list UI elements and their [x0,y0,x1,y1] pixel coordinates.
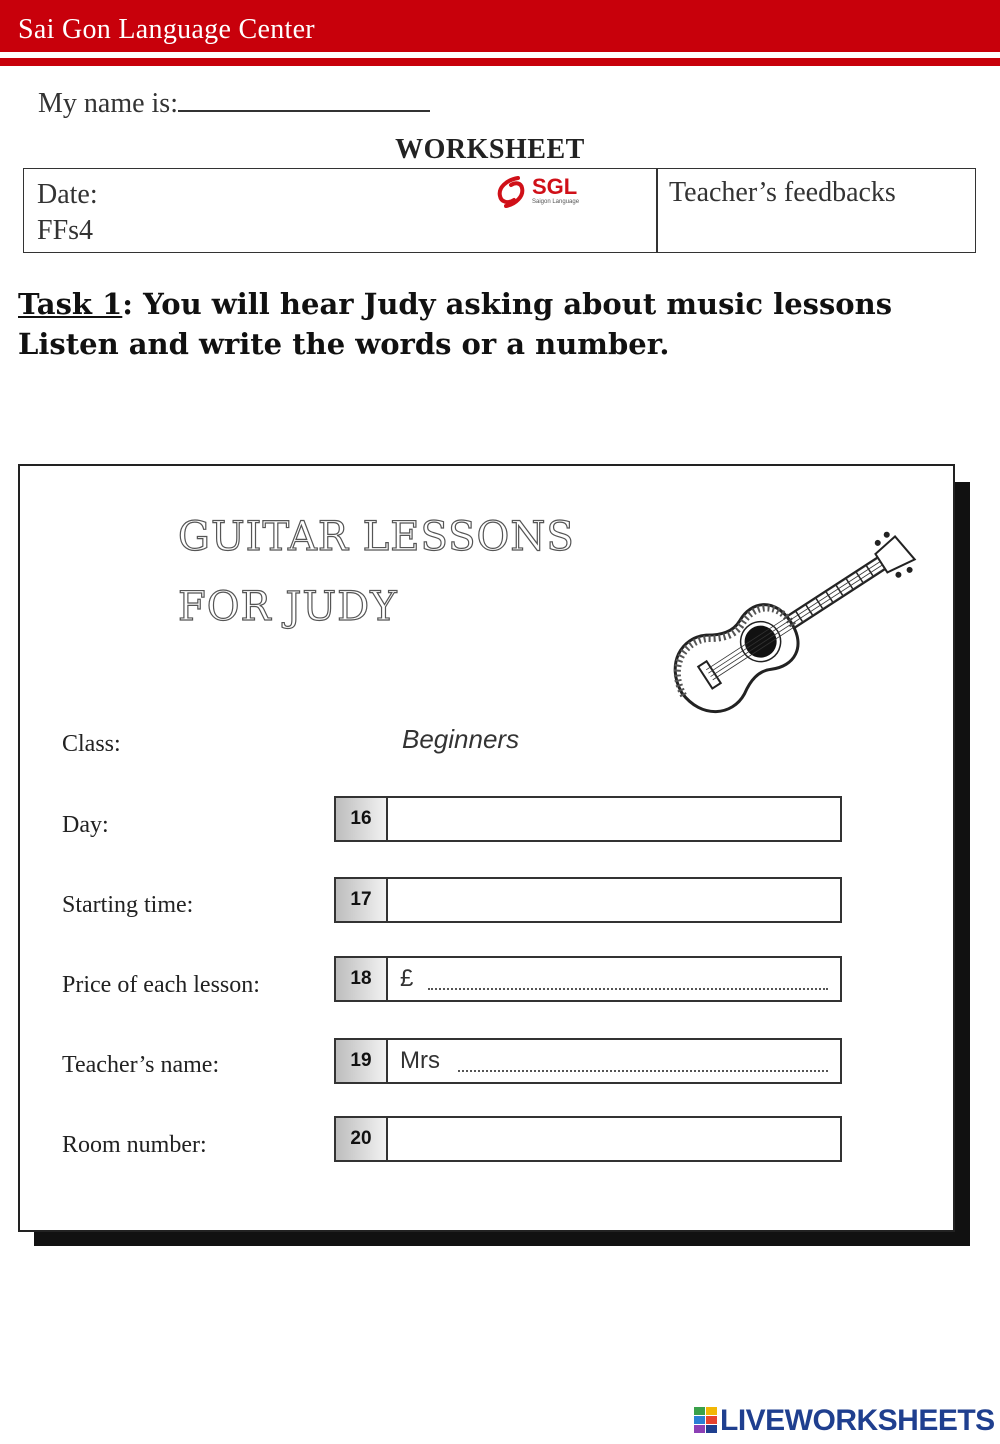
answer-field-19[interactable] [334,1038,842,1084]
header-divider [0,58,1000,66]
date-label: Date: [37,179,98,210]
name-blank[interactable] [178,88,430,112]
task-label: Task 1 [18,287,123,321]
starting-time-label: Starting time: [62,892,194,918]
dotted-answer-line [428,988,828,990]
day-label: Day: [62,812,109,838]
task-instructions [18,284,918,364]
sgl-brand: SGL [532,174,578,199]
info-table [23,168,976,253]
name-label: My name is: [38,88,178,119]
liveworksheets-icon [694,1407,718,1433]
room-number-label: Room number: [62,1132,207,1158]
class-code: FFs4 [37,215,94,246]
answer-field-17[interactable] [334,877,842,923]
guitar-icon [650,518,920,718]
guitar-lessons-card [18,464,955,1232]
question-number: 17 [336,879,388,921]
card-heading-line2: FOR JUDY [178,584,398,630]
class-value: Beginners [402,724,520,754]
sgl-subtitle: Saigon Language [532,199,580,205]
header-bar [0,0,1000,52]
question-number: 19 [336,1040,388,1082]
answer-field-16[interactable] [334,796,842,842]
pound-prefix: £ [400,965,414,992]
dotted-answer-line [458,1070,828,1072]
name-line [38,88,430,120]
price-label: Price of each lesson: [62,972,260,998]
question-number: 20 [336,1118,388,1160]
sgl-logo [494,174,594,210]
card-heading-line1: GUITAR LESSONS [178,514,575,560]
answer-field-20[interactable] [334,1116,842,1162]
table-divider [656,169,658,252]
question-number: 18 [336,958,388,1000]
teacher-name-label: Teacher’s name: [62,1052,220,1078]
mrs-prefix: Mrs [400,1047,440,1074]
date-cell [37,177,98,249]
answer-field-18[interactable] [334,956,842,1002]
worksheet-title: WORKSHEET [395,134,585,165]
sgl-swirl-icon [494,174,530,210]
header-title: Sai Gon Language Center [18,14,315,45]
question-number: 16 [336,798,388,840]
task-instruction: Listen and write the words or a number. [18,327,670,361]
feedback-label: Teacher’s feedbacks [669,177,896,208]
class-label: Class: [62,731,121,757]
task-title: : You will hear Judy asking about music lessons [122,287,893,321]
liveworksheets-brand: LIVEWORKSHEETS [720,1404,995,1437]
